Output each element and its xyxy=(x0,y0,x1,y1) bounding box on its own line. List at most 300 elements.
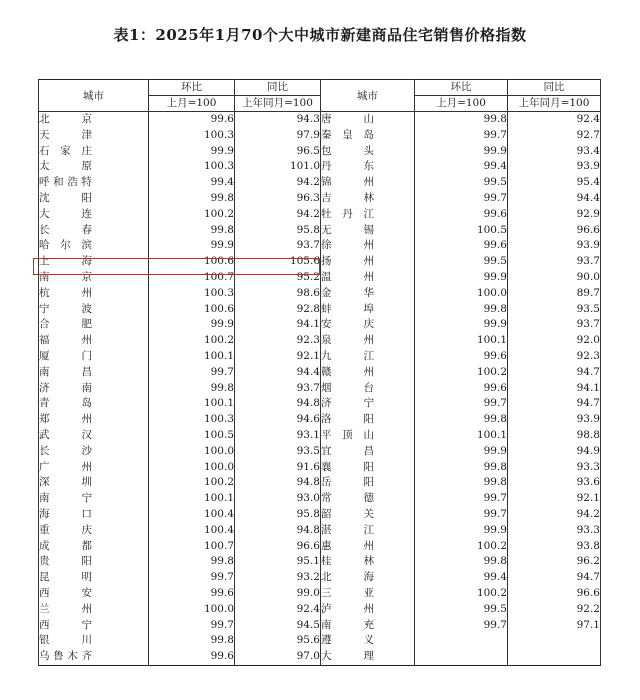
city-name-right-text: 赣州 xyxy=(321,365,375,378)
mom-value-right xyxy=(415,649,508,665)
city-name-right xyxy=(321,491,415,507)
yoy-value-right xyxy=(508,491,601,507)
mom-value-right xyxy=(415,175,508,191)
mom-value-right-text: 99.8 xyxy=(483,413,507,426)
mom-subheader-right: 上月=100 xyxy=(415,96,508,112)
mom-header-left: 环比 xyxy=(149,80,235,96)
mom-value-left xyxy=(149,144,235,160)
yoy-value-right-text: 93.3 xyxy=(576,460,600,473)
yoy-value-right xyxy=(508,539,601,555)
city-name-right xyxy=(321,381,415,397)
table-row xyxy=(39,412,601,428)
yoy-value-right-text: 93.9 xyxy=(576,413,600,426)
yoy-value-left xyxy=(235,365,321,381)
city-name-left xyxy=(39,412,149,428)
mom-value-left-text: 100.2 xyxy=(203,207,234,220)
mom-value-right-text: 99.7 xyxy=(483,507,507,520)
mom-value-left xyxy=(149,633,235,649)
city-name-right xyxy=(321,270,415,286)
mom-value-left xyxy=(149,539,235,555)
yoy-value-right-text: 94.7 xyxy=(576,397,600,410)
yoy-value-left xyxy=(235,128,321,144)
mom-value-left-text: 100.7 xyxy=(203,270,234,283)
yoy-value-right xyxy=(508,507,601,523)
mom-value-right xyxy=(415,144,508,160)
mom-value-left-text: 100.2 xyxy=(203,334,234,347)
mom-value-left-text: 99.7 xyxy=(210,571,234,584)
city-name-right xyxy=(321,602,415,618)
yoy-value-left-text: 95.8 xyxy=(296,223,320,236)
city-name-right-text: 北海 xyxy=(321,571,375,584)
city-name-right xyxy=(321,238,415,254)
mom-value-left xyxy=(149,412,235,428)
mom-value-left xyxy=(149,349,235,365)
city-name-left-text: 郑州 xyxy=(39,413,93,426)
city-name-right xyxy=(321,570,415,586)
table-row xyxy=(39,317,601,333)
city-name-right-text: 烟台 xyxy=(321,381,375,394)
table-row xyxy=(39,633,601,649)
yoy-value-left xyxy=(235,491,321,507)
table-row xyxy=(39,333,601,349)
yoy-value-right xyxy=(508,475,601,491)
mom-value-right xyxy=(415,491,508,507)
city-name-right xyxy=(321,302,415,318)
city-name-right-text: 秦皇岛 xyxy=(321,128,375,141)
yoy-value-left xyxy=(235,444,321,460)
yoy-value-left xyxy=(235,460,321,476)
city-name-right-text: 吉林 xyxy=(321,191,375,204)
city-name-right xyxy=(321,554,415,570)
city-name-right-text: 丹东 xyxy=(321,160,375,173)
city-name-left-text: 厦门 xyxy=(39,349,93,362)
yoy-value-left xyxy=(235,602,321,618)
city-name-left xyxy=(39,349,149,365)
mom-value-left-text: 100.4 xyxy=(203,523,234,536)
table-row xyxy=(39,396,601,412)
city-name-left-text: 成都 xyxy=(39,539,93,552)
city-name-left-text: 海口 xyxy=(39,507,93,520)
yoy-value-right-text: 92.3 xyxy=(576,349,600,362)
city-name-right xyxy=(321,112,415,128)
yoy-value-right xyxy=(508,602,601,618)
mom-value-right-text: 99.8 xyxy=(483,460,507,473)
city-name-left xyxy=(39,491,149,507)
yoy-value-right xyxy=(508,523,601,539)
city-name-left-text: 南宁 xyxy=(39,492,93,505)
mom-value-right-text: 99.7 xyxy=(483,128,507,141)
yoy-value-left xyxy=(235,539,321,555)
city-name-left xyxy=(39,396,149,412)
mom-value-left xyxy=(149,381,235,397)
city-name-left-text: 南昌 xyxy=(39,365,93,378)
yoy-value-right-text: 94.7 xyxy=(576,365,600,378)
yoy-value-left-text: 93.5 xyxy=(296,444,320,457)
mom-value-right xyxy=(415,412,508,428)
yoy-value-left-text: 93.0 xyxy=(296,492,320,505)
city-name-right xyxy=(321,618,415,634)
mom-value-right-text: 99.5 xyxy=(483,255,507,268)
mom-value-left-text: 100.3 xyxy=(203,128,234,141)
mom-value-right-text: 99.7 xyxy=(483,492,507,505)
price-index-table xyxy=(38,79,601,666)
mom-value-left xyxy=(149,159,235,175)
yoy-value-right-text: 94.1 xyxy=(576,381,600,394)
mom-value-left xyxy=(149,602,235,618)
yoy-value-left-text: 101.0 xyxy=(289,160,320,173)
yoy-value-left-text: 95.8 xyxy=(296,507,320,520)
yoy-value-right-text: 93.6 xyxy=(576,476,600,489)
city-name-left xyxy=(39,159,149,175)
mom-value-right-text: 99.6 xyxy=(483,207,507,220)
yoy-value-left xyxy=(235,428,321,444)
table-row xyxy=(39,349,601,365)
city-name-right xyxy=(321,286,415,302)
mom-value-right xyxy=(415,286,508,302)
table-row xyxy=(39,286,601,302)
city-name-left xyxy=(39,333,149,349)
yoy-value-right-text: 95.4 xyxy=(576,176,600,189)
city-name-right-text: 济宁 xyxy=(321,397,375,410)
yoy-value-left xyxy=(235,175,321,191)
yoy-header-right: 同比 xyxy=(508,80,601,96)
city-name-right-text: 唐山 xyxy=(321,113,375,125)
city-name-left xyxy=(39,523,149,539)
mom-value-left-text: 100.3 xyxy=(203,413,234,426)
yoy-value-left-text: 95.2 xyxy=(296,270,320,283)
yoy-value-left-text: 99.0 xyxy=(296,586,320,599)
city-name-right-text: 牡丹江 xyxy=(321,207,375,220)
city-name-right-text: 包头 xyxy=(321,144,375,157)
city-name-left xyxy=(39,554,149,570)
mom-value-left-text: 100.0 xyxy=(203,460,234,473)
city-name-left-text: 上海 xyxy=(39,255,93,268)
city-name-left-text: 兰州 xyxy=(39,602,93,615)
yoy-value-left-text: 92.1 xyxy=(296,349,320,362)
mom-value-right xyxy=(415,223,508,239)
yoy-value-right-text: 93.5 xyxy=(576,302,600,315)
city-name-left-text: 合肥 xyxy=(39,318,93,331)
mom-value-left xyxy=(149,191,235,207)
mom-value-left xyxy=(149,586,235,602)
yoy-value-right xyxy=(508,223,601,239)
mom-value-right xyxy=(415,159,508,175)
mom-value-right-text: 99.7 xyxy=(483,397,507,410)
yoy-value-left-text: 94.2 xyxy=(296,207,320,220)
city-name-left-text: 北京 xyxy=(39,113,93,125)
yoy-value-right xyxy=(508,175,601,191)
city-header-left: 城市 xyxy=(39,80,149,112)
city-name-left xyxy=(39,444,149,460)
table-row xyxy=(39,365,601,381)
yoy-value-right-text: 89.7 xyxy=(576,286,600,299)
city-name-left-text: 沈阳 xyxy=(39,191,93,204)
yoy-value-right-text: 97.1 xyxy=(576,618,600,631)
yoy-value-right xyxy=(508,460,601,476)
table-row xyxy=(39,112,601,128)
city-name-right xyxy=(321,223,415,239)
city-name-right-text: 岳阳 xyxy=(321,476,375,489)
mom-value-left xyxy=(149,444,235,460)
yoy-value-right-text: 93.4 xyxy=(576,144,600,157)
yoy-value-right-text: 94.7 xyxy=(576,571,600,584)
mom-value-left xyxy=(149,286,235,302)
yoy-value-right xyxy=(508,144,601,160)
city-name-left-text: 大连 xyxy=(39,207,93,220)
yoy-value-left-text: 93.7 xyxy=(296,381,320,394)
yoy-value-left-text: 96.6 xyxy=(296,539,320,552)
highlight-box-shanghai xyxy=(33,258,320,275)
city-name-left xyxy=(39,475,149,491)
mom-value-left-text: 99.6 xyxy=(210,113,234,125)
mom-value-left-text: 99.7 xyxy=(210,618,234,631)
mom-value-left xyxy=(149,207,235,223)
city-name-left-text: 长沙 xyxy=(39,444,93,457)
yoy-value-left-text: 93.1 xyxy=(296,428,320,441)
mom-value-right-text: 99.4 xyxy=(483,160,507,173)
mom-value-left-text: 99.6 xyxy=(210,650,234,663)
mom-subheader-left: 上月=100 xyxy=(149,96,235,112)
city-name-right xyxy=(321,460,415,476)
mom-value-left xyxy=(149,507,235,523)
mom-value-right xyxy=(415,317,508,333)
mom-value-right-text: 99.9 xyxy=(483,144,507,157)
mom-value-left xyxy=(149,649,235,665)
mom-value-left-text: 100.6 xyxy=(203,255,234,268)
yoy-value-right-text: 92.9 xyxy=(576,207,600,220)
yoy-value-right xyxy=(508,159,601,175)
mom-value-left-text: 100.4 xyxy=(203,507,234,520)
city-name-right-text: 大理 xyxy=(321,650,375,663)
mom-value-left-text: 99.8 xyxy=(210,634,234,647)
table-row xyxy=(39,460,601,476)
mom-value-left-text: 100.1 xyxy=(203,492,234,505)
mom-value-right xyxy=(415,333,508,349)
mom-value-right xyxy=(415,507,508,523)
mom-value-right-text: 100.1 xyxy=(476,334,507,347)
city-name-left-text: 福州 xyxy=(39,334,93,347)
mom-value-right-text: 99.8 xyxy=(483,302,507,315)
mom-value-left xyxy=(149,475,235,491)
yoy-value-left-text: 95.6 xyxy=(296,634,320,647)
city-name-left-text: 昆明 xyxy=(39,571,93,584)
city-name-right-text: 安庆 xyxy=(321,318,375,331)
city-name-right-text: 平顶山 xyxy=(321,428,375,441)
mom-value-right xyxy=(415,238,508,254)
mom-value-left-text: 100.2 xyxy=(203,476,234,489)
city-name-right xyxy=(321,586,415,602)
yoy-value-right-text: 93.7 xyxy=(576,318,600,331)
yoy-value-left-text: 94.4 xyxy=(296,365,320,378)
yoy-value-left-text: 94.6 xyxy=(296,413,320,426)
yoy-subheader-right: 上年同月=100 xyxy=(508,96,601,112)
yoy-value-left xyxy=(235,554,321,570)
mom-value-left-text: 100.3 xyxy=(203,160,234,173)
yoy-value-right-text: 94.2 xyxy=(576,507,600,520)
city-name-right xyxy=(321,396,415,412)
yoy-value-right xyxy=(508,570,601,586)
city-name-left-text: 贵阳 xyxy=(39,555,93,568)
city-name-right-text: 徐州 xyxy=(321,239,375,252)
yoy-value-right-text: 96.6 xyxy=(576,586,600,599)
city-name-left xyxy=(39,207,149,223)
yoy-value-left xyxy=(235,349,321,365)
mom-value-left xyxy=(149,491,235,507)
city-name-left-text: 武汉 xyxy=(39,428,93,441)
yoy-value-right xyxy=(508,317,601,333)
mom-value-right-text: 99.7 xyxy=(483,618,507,631)
mom-value-left-text: 100.0 xyxy=(203,444,234,457)
city-name-left xyxy=(39,602,149,618)
yoy-subheader-left: 上年同月=100 xyxy=(235,96,321,112)
yoy-value-left-text: 97.9 xyxy=(296,128,320,141)
city-name-left xyxy=(39,618,149,634)
table-row xyxy=(39,649,601,665)
city-name-left xyxy=(39,365,149,381)
city-name-right-text: 三亚 xyxy=(321,586,375,599)
city-name-right xyxy=(321,475,415,491)
mom-value-right-text: 99.9 xyxy=(483,523,507,536)
yoy-value-right-text: 93.9 xyxy=(576,239,600,252)
city-name-right-text: 襄阳 xyxy=(321,460,375,473)
mom-value-left-text: 100.6 xyxy=(203,302,234,315)
mom-value-left xyxy=(149,112,235,128)
table-row xyxy=(39,381,601,397)
city-name-right-text: 金华 xyxy=(321,286,375,299)
mom-value-left-text: 99.8 xyxy=(210,381,234,394)
table-row xyxy=(39,475,601,491)
mom-value-right xyxy=(415,633,508,649)
table-row xyxy=(39,491,601,507)
city-name-right xyxy=(321,207,415,223)
yoy-header-left: 同比 xyxy=(235,80,321,96)
table-row xyxy=(39,144,601,160)
mom-value-right-text: 99.9 xyxy=(483,270,507,283)
yoy-value-left-text: 98.6 xyxy=(296,286,320,299)
mom-value-right xyxy=(415,128,508,144)
city-name-left xyxy=(39,191,149,207)
mom-value-left xyxy=(149,223,235,239)
city-name-left xyxy=(39,507,149,523)
mom-value-right xyxy=(415,586,508,602)
city-name-left xyxy=(39,302,149,318)
mom-value-right-text: 99.6 xyxy=(483,349,507,362)
mom-value-left xyxy=(149,365,235,381)
table-title: 表1：2025年1月70个大中城市新建商品住宅销售价格指数 xyxy=(113,26,527,44)
yoy-value-left xyxy=(235,144,321,160)
yoy-value-right xyxy=(508,333,601,349)
mom-value-right xyxy=(415,349,508,365)
city-name-left-text: 济南 xyxy=(39,381,93,394)
city-name-left xyxy=(39,286,149,302)
mom-value-left-text: 100.3 xyxy=(203,286,234,299)
city-name-right-text: 遵义 xyxy=(321,634,375,647)
yoy-value-left-text: 97.0 xyxy=(296,650,320,663)
city-name-right xyxy=(321,254,415,270)
yoy-value-left xyxy=(235,302,321,318)
yoy-value-right xyxy=(508,254,601,270)
yoy-value-left xyxy=(235,159,321,175)
city-name-left xyxy=(39,175,149,191)
mom-value-right-text: 100.2 xyxy=(476,539,507,552)
mom-value-right xyxy=(415,428,508,444)
yoy-value-right-text: 94.4 xyxy=(576,191,600,204)
mom-value-right xyxy=(415,539,508,555)
city-name-left xyxy=(39,128,149,144)
yoy-value-left xyxy=(235,507,321,523)
city-name-left-text: 长春 xyxy=(39,223,93,236)
yoy-value-left xyxy=(235,333,321,349)
yoy-value-left xyxy=(235,523,321,539)
city-name-left xyxy=(39,586,149,602)
mom-value-left xyxy=(149,428,235,444)
table-row xyxy=(39,570,601,586)
city-name-left xyxy=(39,460,149,476)
yoy-value-right xyxy=(508,286,601,302)
mom-value-left xyxy=(149,302,235,318)
mom-value-left xyxy=(149,333,235,349)
city-name-right-text: 韶关 xyxy=(321,507,375,520)
yoy-value-left-text: 94.1 xyxy=(296,318,320,331)
mom-value-left xyxy=(149,570,235,586)
yoy-value-right xyxy=(508,396,601,412)
yoy-value-right xyxy=(508,238,601,254)
yoy-value-left xyxy=(235,381,321,397)
city-name-left xyxy=(39,223,149,239)
mom-value-left xyxy=(149,175,235,191)
city-name-left xyxy=(39,539,149,555)
table-row xyxy=(39,175,601,191)
city-name-right xyxy=(321,128,415,144)
city-name-right xyxy=(321,144,415,160)
city-name-left-text: 西安 xyxy=(39,586,93,599)
mom-value-right xyxy=(415,570,508,586)
city-name-left-text: 重庆 xyxy=(39,523,93,536)
mom-value-left xyxy=(149,618,235,634)
mom-value-left-text: 99.8 xyxy=(210,555,234,568)
yoy-value-right xyxy=(508,428,601,444)
mom-value-right xyxy=(415,365,508,381)
table-row xyxy=(39,128,601,144)
yoy-value-left-text: 94.8 xyxy=(296,476,320,489)
yoy-value-left xyxy=(235,317,321,333)
city-name-left-text: 乌鲁木齐 xyxy=(39,650,93,663)
yoy-value-right xyxy=(508,618,601,634)
mom-value-left-text: 99.4 xyxy=(210,176,234,189)
yoy-value-right xyxy=(508,112,601,128)
city-name-right-text: 无锡 xyxy=(321,223,375,236)
mom-value-right xyxy=(415,475,508,491)
yoy-value-left-text: 94.5 xyxy=(296,618,320,631)
city-name-left-text: 天津 xyxy=(39,128,93,141)
yoy-value-left-text: 94.3 xyxy=(296,113,320,125)
yoy-value-right-text: 96.2 xyxy=(576,555,600,568)
yoy-value-right xyxy=(508,207,601,223)
city-name-right xyxy=(321,412,415,428)
city-name-right xyxy=(321,649,415,665)
city-name-left xyxy=(39,144,149,160)
mom-value-left xyxy=(149,238,235,254)
table-row xyxy=(39,302,601,318)
mom-value-right-text: 99.7 xyxy=(483,191,507,204)
yoy-value-right-text: 98.8 xyxy=(576,428,600,441)
city-name-left-text: 宁波 xyxy=(39,302,93,315)
yoy-value-right-text: 92.7 xyxy=(576,128,600,141)
yoy-value-left xyxy=(235,223,321,239)
city-name-right xyxy=(321,523,415,539)
yoy-value-right-text: 92.4 xyxy=(576,113,600,125)
city-name-left xyxy=(39,381,149,397)
